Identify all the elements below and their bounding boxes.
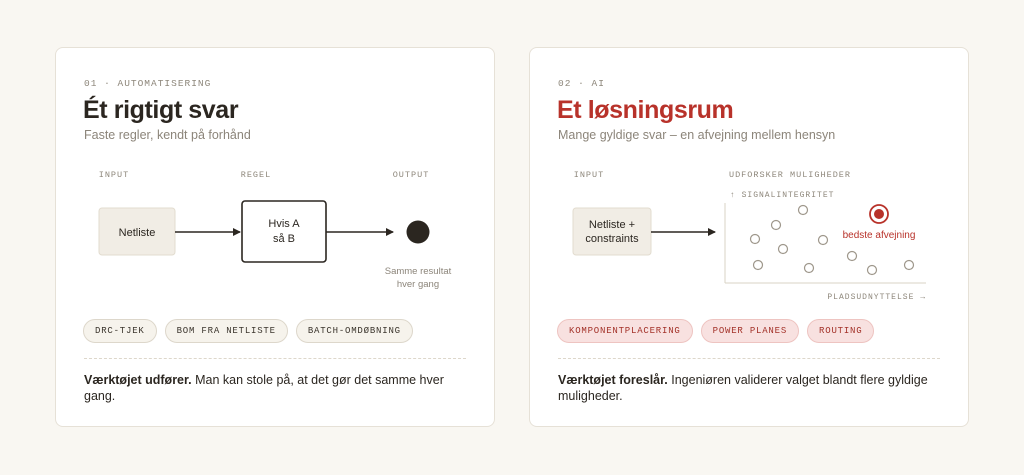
ai-note-bold: Værktøjet foreslår. xyxy=(558,373,668,387)
output-caption-line1: Samme resultat xyxy=(384,266,452,277)
output-dot xyxy=(407,221,430,244)
output-label: OUTPUT xyxy=(392,170,430,180)
automation-divider xyxy=(84,358,466,359)
automation-eyebrow: 01 · AUTOMATISERING xyxy=(84,78,212,89)
candidate-solution-dot xyxy=(751,235,760,244)
netlist-constraints-line1: Netliste + xyxy=(588,219,636,231)
tag-routing: ROUTING xyxy=(807,319,874,343)
automation-tags xyxy=(83,319,413,343)
ai-input-label: INPUT xyxy=(573,170,605,180)
rule-label: REGEL xyxy=(240,170,272,180)
automation-flow-diagram xyxy=(56,158,496,308)
ai-eyebrow: 02 · AI xyxy=(558,78,605,89)
netlist-constraints-line2: constraints xyxy=(585,233,639,245)
candidate-solution-dot xyxy=(779,245,788,254)
ai-subtitle: Mange gyldige svar – en afvejning mellem hensyn xyxy=(558,128,836,142)
y-axis-label: ↑ SIGNALINTEGRITET xyxy=(730,191,835,200)
tag-drc-check: DRC-TJEK xyxy=(83,319,157,343)
automation-note xyxy=(84,372,474,404)
ai-card xyxy=(529,47,969,427)
output-caption-line2: hver gang xyxy=(396,279,440,290)
candidate-solution-dot xyxy=(848,252,857,261)
candidate-solution-dot xyxy=(754,261,763,270)
ai-tags xyxy=(557,319,874,343)
ai-title: Et løsningsrum xyxy=(557,96,734,124)
tag-batch-rename: BATCH-OMDØBNING xyxy=(296,319,413,343)
input-label: INPUT xyxy=(98,170,130,180)
best-tradeoff-label: bedste afvejning xyxy=(842,230,916,241)
candidate-solution-dot xyxy=(819,236,828,245)
automation-subtitle: Faste regler, kendt på forhånd xyxy=(84,128,251,142)
tag-power-planes: POWER PLANES xyxy=(701,319,799,343)
tag-bom-from-netlist: BOM FRA NETLISTE xyxy=(165,319,288,343)
netlist-constraints-node xyxy=(573,208,651,255)
candidate-solution-dot xyxy=(799,206,808,215)
candidate-solution-dot xyxy=(868,266,877,275)
explore-label: UDFORSKER MULIGHEDER xyxy=(728,170,852,180)
candidate-solution-dot xyxy=(805,264,814,273)
candidate-solution-dot xyxy=(772,221,781,230)
x-axis-label: PLADSUDNYTTELSE → xyxy=(827,293,926,302)
ai-note xyxy=(558,372,948,404)
automation-note-bold: Værktøjet udfører. xyxy=(84,373,192,387)
rule-node-line1: Hvis A xyxy=(268,218,300,230)
rule-node-line2: så B xyxy=(272,233,296,245)
automation-card xyxy=(55,47,495,427)
automation-title: Ét rigtigt svar xyxy=(83,96,239,124)
netlist-node-label: Netliste xyxy=(118,227,156,239)
candidate-solution-dot xyxy=(905,261,914,270)
best-tradeoff-dot xyxy=(874,209,884,219)
rule-node xyxy=(242,201,326,262)
ai-divider xyxy=(558,358,940,359)
ai-note-text: Ingeniøren validerer valget blandt flere gyldige muligheder. xyxy=(558,373,928,403)
ai-solution-space-diagram xyxy=(530,158,970,308)
tag-component-placement: KOMPONENTPLACERING xyxy=(557,319,693,343)
automation-note-text: Man kan stole på, at det gør det samme hver gang. xyxy=(84,373,444,403)
